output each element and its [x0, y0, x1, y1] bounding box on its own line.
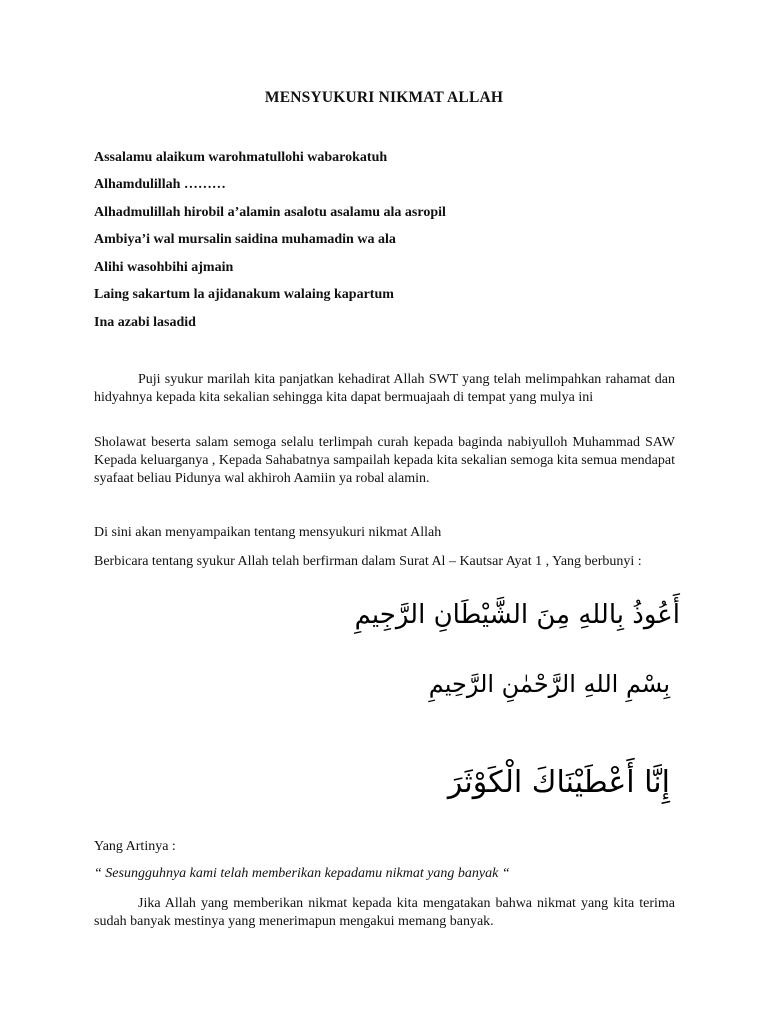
document-title: MENSYUKURI NIKMAT ALLAH — [264, 89, 504, 106]
paragraph-opening-text: Puji syukur marilah kita panjatkan kehadirat Allah SWT yang telah melimpahkan rahamat dan hidyahnya kepada kita sekalian sehingga kita dapat bermuajaah di tempat yang mulya ini — [94, 372, 675, 405]
paragraph-closing-text: Jika Allah yang memberikan nikmat kepada kita mengatakan bahwa nikmat yang kita terima sudah banyak mestinya yang menerimapun mengakui memang banyak. — [94, 896, 675, 929]
greeting-line: Laing sakartum la ajidanakum walaing kapartum — [94, 287, 394, 302]
greeting-line: Assalamu alaikum warohmatullohi wabarokatuh — [94, 150, 388, 165]
arabic-basmalah: بِسْمِ اللهِ الرَّحْمٰنِ الرَّحِيمِ — [428, 670, 670, 698]
paragraph-opening — [94, 371, 675, 407]
translation-text: “ Sesungguhnya kami telah memberikan kepadamu nikmat yang banyak “ — [94, 866, 510, 881]
paragraph-closing — [94, 895, 675, 931]
yang-artinya-label: Yang Artinya : — [94, 839, 176, 854]
paragraph-sholawat: Sholawat beserta salam semoga selalu terlimpah curah kepada baginda nabiyulloh Muhammad SAW Kepada keluarganya , Kepada Sahabatnya sampailah kepada kita sekalian semoga kita semua mendapat syafaat beliau Pidunya wal akhiroh Aamiin ya robal alamin. — [94, 435, 675, 486]
arabic-ayat-kautsar: إِنَّا أَعْطَيْنَاكَ الْكَوْثَرَ — [447, 765, 670, 800]
greeting-line: Ambiya’i wal mursalin saidina muhamadin wa ala — [94, 232, 396, 247]
intro-line: Di sini akan menyampaikan tentang mensyukuri nikmat Allah — [94, 525, 442, 540]
arabic-taawudz: أَعُوذُ بِاللهِ مِنَ الشَّيْطَانِ الرَّجِيمِ — [354, 600, 680, 630]
paragraph-surah-intro: Berbicara tentang syukur Allah telah berfirman dalam Surat Al – Kautsar Ayat 1 , Yang berbunyi : — [94, 554, 642, 569]
greeting-line: Alihi wasohbihi ajmain — [94, 260, 234, 275]
greeting-line: Ina azabi lasadid — [94, 315, 196, 330]
greeting-line: Alhamdulillah ……… — [94, 177, 226, 192]
greeting-line: Alhadmulillah hirobil a’alamin asalotu asalamu ala asropil — [94, 205, 446, 220]
